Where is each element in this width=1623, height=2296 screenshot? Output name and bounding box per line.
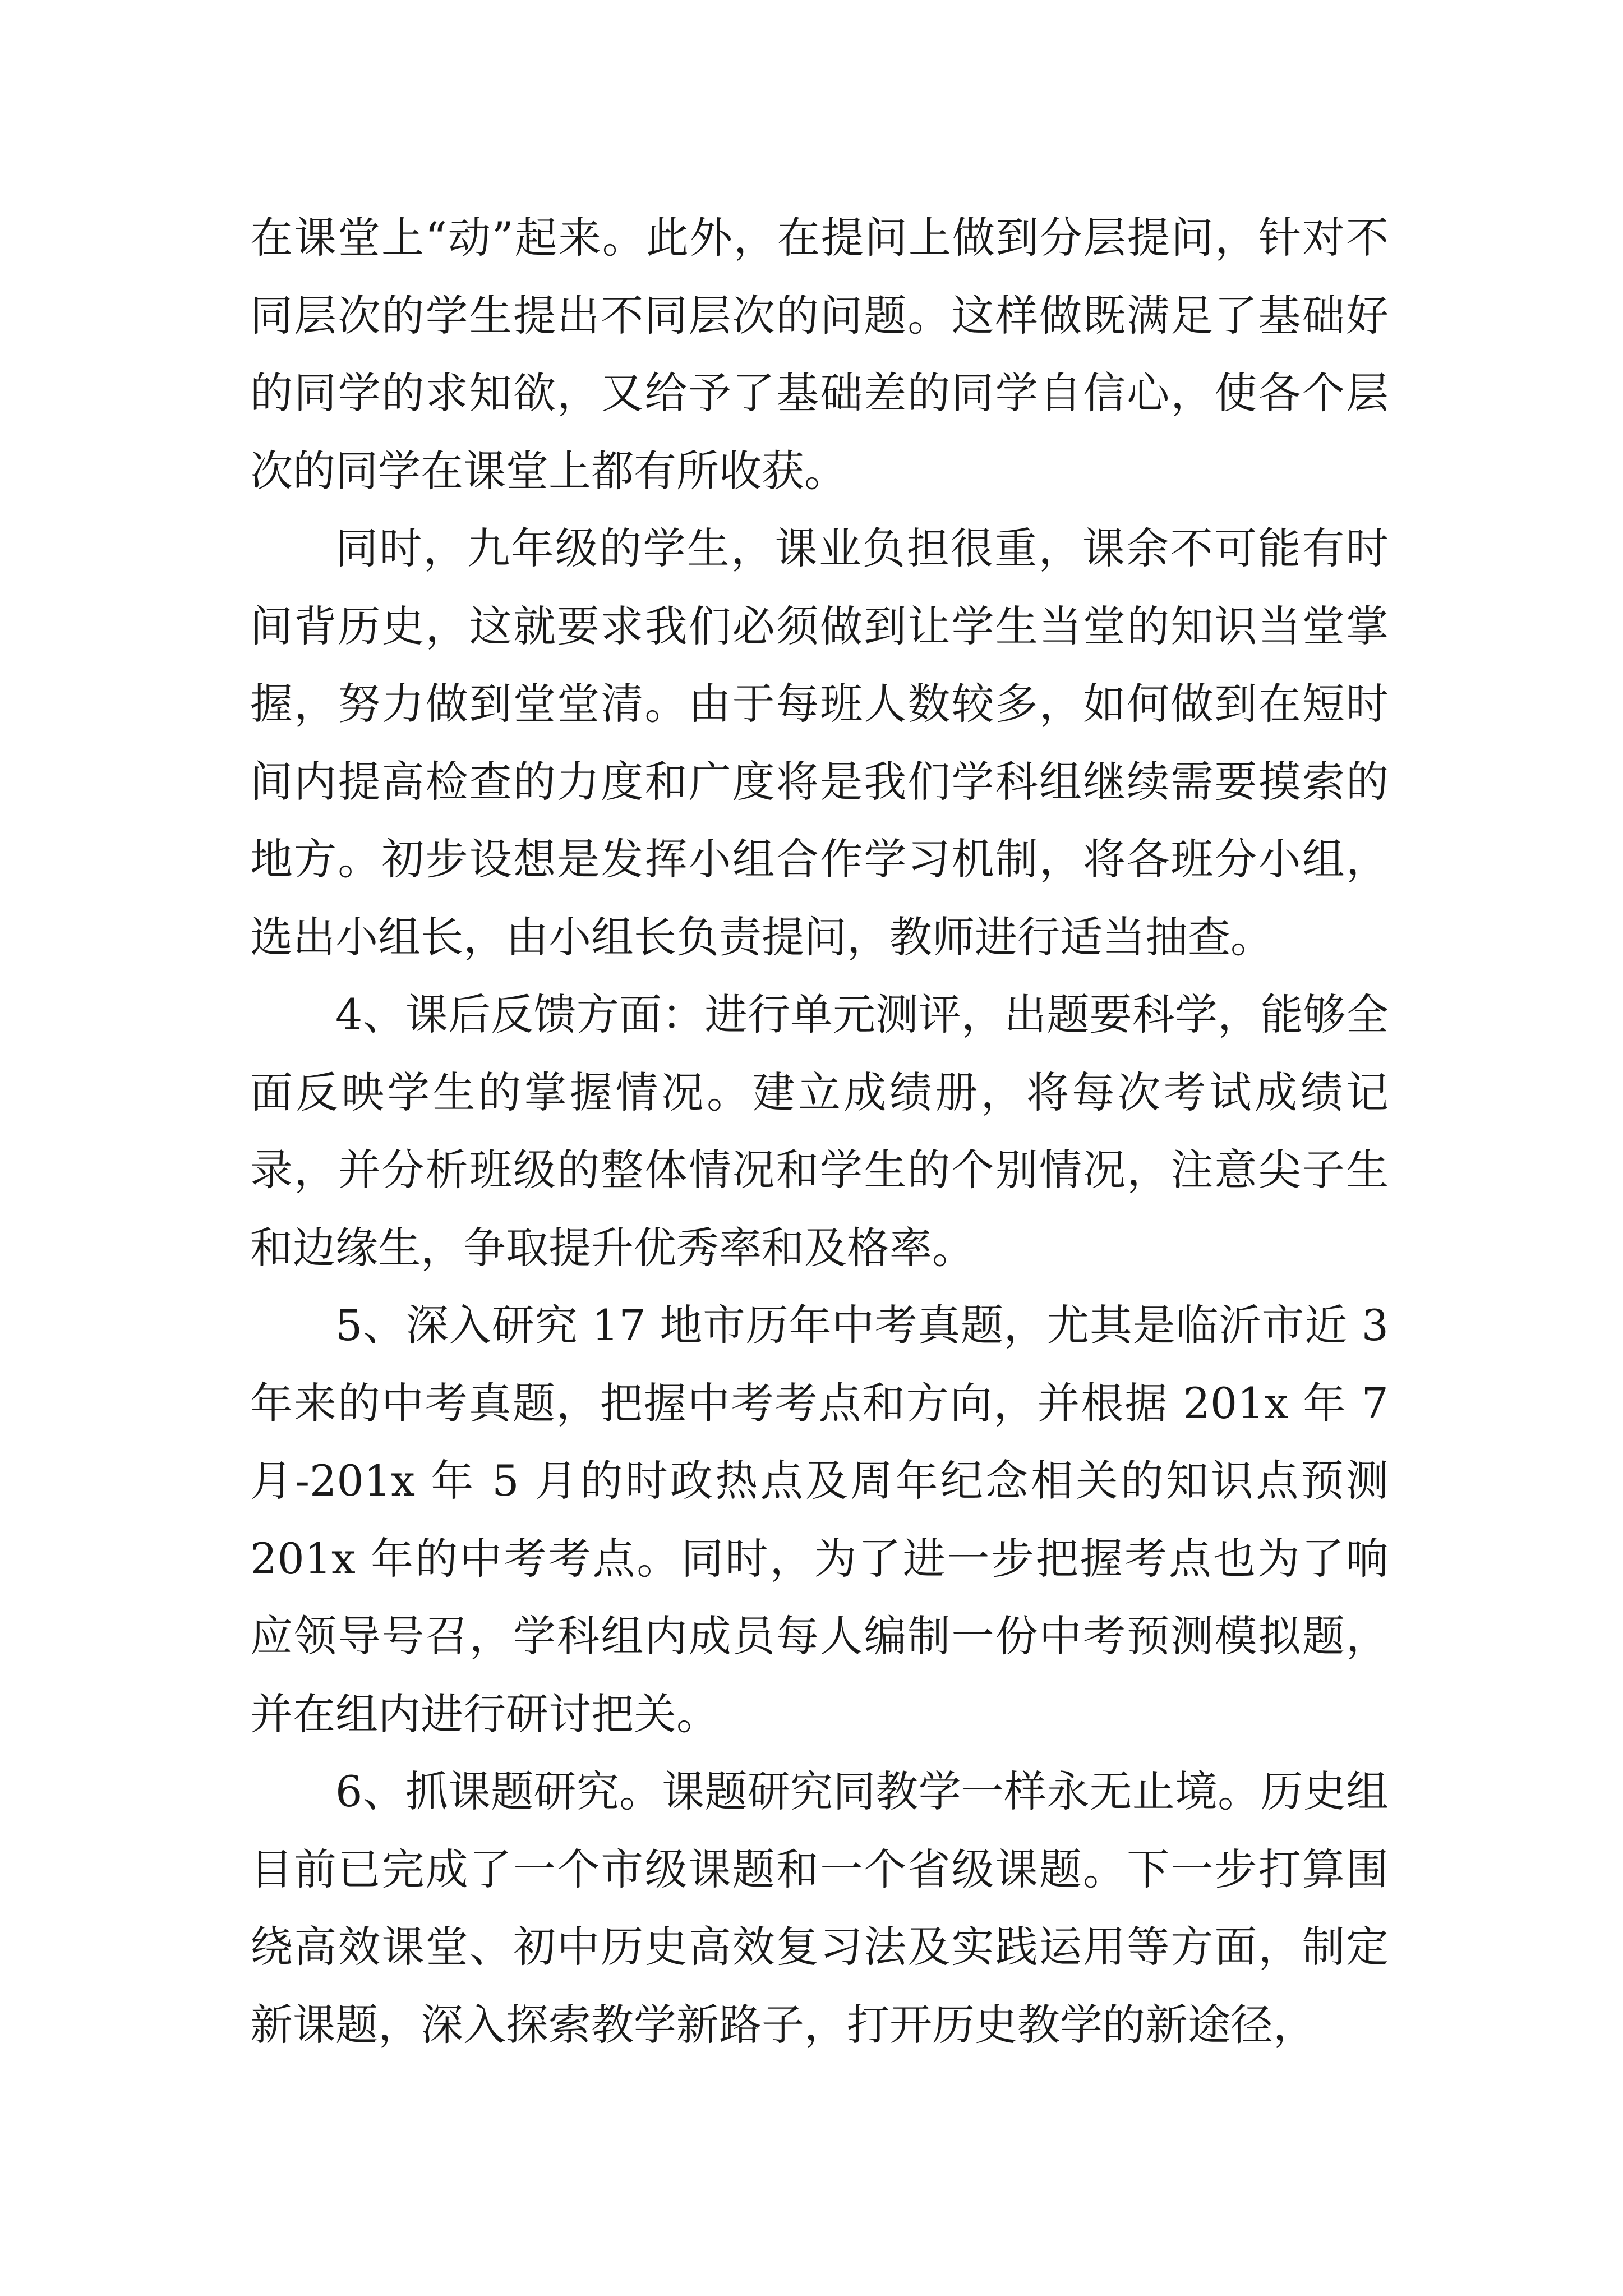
paragraph-grade9-review: 同时，九年级的学生，课业负担很重，课余不可能有时间背历史，这就要求我们必须做到让学生当堂的知识当堂掌握，努力做到堂堂清。由于每班人数较多，如何做到在短时间内提高检查的力度和广度将是我们学科组继续需要摸索的地方。初步设想是发挥小组合作学习机制，将各班分小组，选出小组长，由小组长负责提问，教师进行适当抽查。 [250, 523, 1389, 962]
paragraph-exam-research: 5、深入研究 17 地市历年中考真题，尤其是临沂市近 3 年来的中考真题，把握中考考点和方向，并根据 201x 年 7 月-201x 年 5 月的时政热点及周年纪念相关的知识点预测 201x 年的中考考点。同时，为了进一步把握考点也为了响应领导号召，学科组内成员每人编制一份中考预测模拟题，并在组内进行研讨把关。 [250, 1300, 1389, 1739]
paragraph-continuation: 在课堂上“动”起来。此外，在提问上做到分层提问，针对不同层次的学生提出不同层次的问题。这样做既满足了基础好的同学的求知欲，又给予了基础差的同学自信心，使各个层次的同学在课堂上都有所收获。 [250, 213, 1389, 496]
paragraph-feedback: 4、课后反馈方面：进行单元测评，出题要科学，能够全面反映学生的掌握情况。建立成绩册，将每次考试成绩记录，并分析班级的整体情况和学生的个别情况，注意尖子生和边缘生，争取提升优秀率和及格率。 [250, 990, 1389, 1273]
document-body [250, 199, 1389, 2064]
paragraph-topic-research: 6、抓课题研究。课题研究同教学一样永无止境。历史组目前已完成了一个市级课题和一个省级课题。下一步打算围绕高效课堂、初中历史高效复习法及实践运用等方面，制定新课题，深入探索教学新路子，打开历史教学的新途径， [250, 1766, 1389, 2050]
